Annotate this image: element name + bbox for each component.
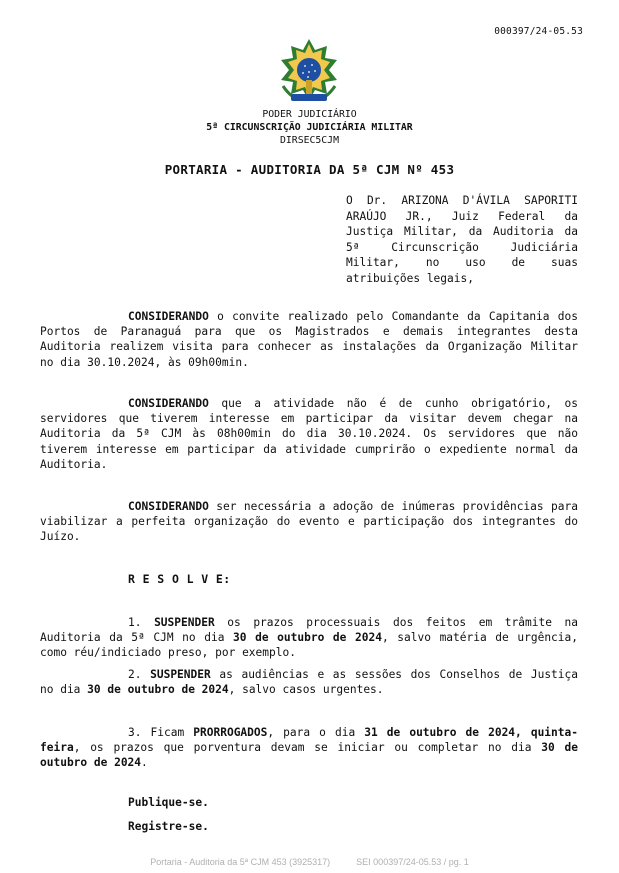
item-number: 1.: [128, 616, 155, 629]
item-date: 30 de outubro de 2024: [87, 683, 229, 697]
header-line-judiciary: PODER JUDICIÁRIO: [262, 109, 357, 120]
considerando-label: CONSIDERANDO: [128, 310, 209, 323]
institution-header: [0, 108, 619, 147]
item-number: 3. Ficam: [128, 726, 194, 739]
item-date: 30 de outubro de 2024: [233, 631, 382, 645]
resolution-item-3: [40, 725, 578, 771]
resolution-item-1: [40, 615, 578, 661]
item-keyword: SUSPENDER: [154, 616, 215, 629]
considerando-1: [40, 309, 578, 370]
closing-publish: Publique-se.: [128, 796, 209, 809]
item-keyword: PRORROGADOS: [193, 726, 268, 739]
resolution-item-2: [40, 667, 578, 697]
considerando-text: que a atividade não é de cunho obrigatório, os servidores que tiverem interesse em participar da visitar devem chegar na Auditoria da 5ª CJM às 08h00min do dia 30.10.2024. Os servidores que não tiverem interesse em participar da atividade cumprirão o expediente normal da Auditoria.: [40, 397, 578, 471]
item-text: os prazos processuais dos feitos em trâmite na Auditoria da 5ª CJM no dia: [40, 616, 578, 645]
considerando-label: CONSIDERANDO: [128, 500, 209, 513]
item-text: , salvo casos urgentes.: [228, 683, 384, 697]
document-id: 000397/24-05.53: [494, 26, 583, 37]
footer-document-reference: Portaria - Auditoria da 5ª CJM 453 (3925317): [150, 857, 331, 867]
footer-sei-page: SEI 000397/24-05.53 / pg. 1: [356, 857, 469, 867]
considerando-label: CONSIDERANDO: [128, 397, 209, 410]
item-text: .: [141, 756, 148, 770]
item-text: , salvo matéria de urgência, como réu/indiciado preso, por exemplo.: [40, 631, 579, 660]
item-keyword: SUSPENDER: [150, 668, 211, 681]
item-text: as audiências e as sessões dos Conselhos de Justiça no dia: [40, 668, 578, 697]
header-line-department: DIRSEC5CJM: [280, 135, 339, 146]
considerando-2: [40, 396, 578, 472]
coat-of-arms-emblem: [275, 38, 343, 106]
document-title: PORTARIA - AUDITORIA DA 5ª CJM Nº 453: [164, 162, 455, 177]
item-text: , para o dia: [267, 726, 365, 739]
item-date: 31 de outubro de 2024, quinta-feira: [40, 726, 578, 755]
item-text: , os prazos que porventura devam se iniciar ou completar no dia: [73, 741, 542, 755]
considerando-3: [40, 499, 578, 545]
resolve-heading: R E S O L V E:: [128, 572, 231, 586]
item-number: 2.: [128, 668, 151, 681]
considerando-text: ser necessária a adoção de inúmeras providências para viabilizar a perfeita organização do evento e participação dos integrantes do Juízo.: [40, 500, 578, 544]
considerando-text: o convite realizado pelo Comandante da Capitania dos Portos de Paranaguá para que os Magistrados e demais integrantes desta Auditoria realizem visita para conhecer as instalações da Organização Militar no dia 30.10.2024, às 09h00min.: [40, 310, 578, 369]
page-footer: [0, 857, 619, 867]
item-date: 30 de outubro de 2024: [40, 741, 578, 770]
header-line-circumscription: 5ª CIRCUNSCRIÇÃO JUDICIÁRIA MILITAR: [206, 122, 413, 133]
closing-register: Registre-se.: [128, 820, 209, 833]
preamble: O Dr. ARIZONA D'ÁVILA SAPORITI ARAÚJO JR., Juiz Federal da Justiça Militar, da Auditoria da 5ª Circunscrição Judiciária Militar, no uso de suas atribuições legais,: [346, 194, 578, 285]
